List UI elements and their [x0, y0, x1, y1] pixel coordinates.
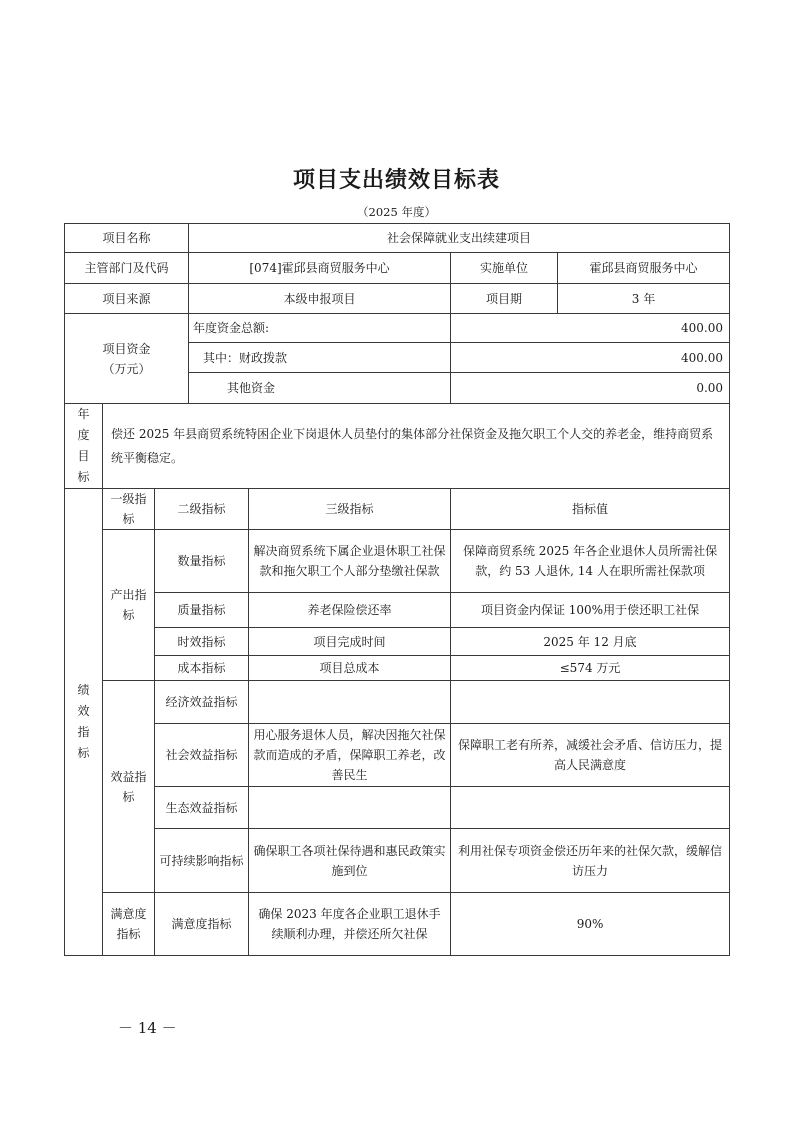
implementing-unit-value: 霍邱县商贸服务中心	[558, 253, 730, 284]
level2-cell: 时效指标	[155, 628, 249, 656]
indicator-value-cell: 保障商贸系统 2025 年各企业退休人员所需社保款，约 53 人退休, 14 人在职所需社保款项	[451, 530, 730, 593]
project-funds-label	[65, 314, 189, 404]
table-row	[65, 593, 730, 628]
table-row	[65, 724, 730, 787]
level2-cell: 可持续影响指标	[155, 829, 249, 893]
indicator-value-cell: 项目资金内保证 100%用于偿还职工社保	[451, 593, 730, 628]
annual-goal-row	[65, 404, 730, 489]
funds-total-label: 年度资金总额:	[189, 314, 451, 343]
funds-label-line1: 项目资金	[102, 341, 151, 356]
table-row	[65, 893, 730, 956]
indicator-value-cell	[451, 681, 730, 724]
table-row	[65, 829, 730, 893]
performance-label-char: 绩	[77, 683, 90, 697]
output-indicators-label: 产出指标	[103, 530, 155, 681]
performance-label-char: 标	[77, 746, 90, 760]
project-name-row	[65, 224, 730, 253]
header-value: 指标值	[451, 489, 730, 530]
funds-total-value: 400.00	[451, 314, 730, 343]
level2-cell: 经济效益指标	[155, 681, 249, 724]
page-number: － 14 －	[118, 1019, 177, 1037]
annual-goal-label-char: 度	[77, 428, 90, 442]
level3-cell: 项目完成时间	[249, 628, 451, 656]
indicator-value-cell: 保障职工老有所养，减缓社会矛盾、信访压力，提高人民满意度	[451, 724, 730, 787]
level2-cell: 满意度指标	[155, 893, 249, 956]
table-row	[65, 787, 730, 829]
indicator-header-row	[65, 489, 730, 530]
indicator-value-cell	[451, 787, 730, 829]
performance-target-table	[64, 223, 730, 956]
level2-cell: 数量指标	[155, 530, 249, 593]
funds-other-value: 0.00	[451, 373, 730, 404]
department-value: [074]霍邱县商贸服务中心	[189, 253, 451, 284]
level2-cell: 质量指标	[155, 593, 249, 628]
indicator-value-cell: ≤574 万元	[451, 656, 730, 681]
table-row	[65, 681, 730, 724]
department-label: 主管部门及代码	[65, 253, 189, 284]
funds-fiscal-label: 其中：财政拨款	[189, 343, 451, 373]
page-title: 项目支出绩效目标表	[292, 168, 500, 193]
performance-label-char: 指	[77, 725, 90, 739]
level2-cell: 成本指标	[155, 656, 249, 681]
level3-cell: 项目总成本	[249, 656, 451, 681]
level2-cell: 生态效益指标	[155, 787, 249, 829]
level2-cell: 社会效益指标	[155, 724, 249, 787]
annual-goal-label	[65, 404, 103, 489]
satisfaction-indicators-label: 满意度指标	[103, 893, 155, 956]
level3-cell: 用心服务退休人员，解决因拖欠社保款而造成的矛盾，保障职工养老，改善民生	[249, 724, 451, 787]
indicator-value-cell: 2025 年 12 月底	[451, 628, 730, 656]
annual-goal-label-char: 年	[77, 407, 90, 421]
project-name-value: 社会保障就业支出续建项目	[189, 224, 730, 253]
header-level1: 一级指标	[103, 489, 155, 530]
project-period-value: 3 年	[558, 284, 730, 314]
level3-cell: 确保职工各项社保待遇和惠民政策实施到位	[249, 829, 451, 893]
funds-label-line2: （万元）	[102, 361, 151, 376]
level3-cell: 解决商贸系统下属企业退休职工社保款和拖欠职工个人部分垫缴社保款	[249, 530, 451, 593]
indicator-value-cell: 90%	[451, 893, 730, 956]
level3-cell	[249, 787, 451, 829]
department-row	[65, 253, 730, 284]
level3-cell	[249, 681, 451, 724]
funds-row-total	[65, 314, 730, 343]
project-source-label: 项目来源	[65, 284, 189, 314]
funds-other-label: 其他资金	[189, 373, 451, 404]
header-level3: 三级指标	[249, 489, 451, 530]
benefit-indicators-label: 效益指标	[103, 681, 155, 893]
project-period-label: 项目期	[451, 284, 558, 314]
indicator-value-cell: 利用社保专项资金偿还历年来的社保欠款，缓解信访压力	[451, 829, 730, 893]
performance-label-char: 效	[77, 704, 90, 718]
fiscal-year-subtitle: （2025 年度）	[357, 205, 436, 219]
performance-indicators-label	[65, 489, 103, 956]
funds-fiscal-value: 400.00	[451, 343, 730, 373]
project-name-label: 项目名称	[65, 224, 189, 253]
annual-goal-text: 偿还 2025 年县商贸系统特困企业下岗退休人员垫付的集体部分社保资金及拖欠职工个人交的养老金，维持商贸系统平衡稳定。	[103, 404, 730, 489]
source-row	[65, 284, 730, 314]
header-level2: 二级指标	[155, 489, 249, 530]
table-row	[65, 656, 730, 681]
level3-cell: 养老保险偿还率	[249, 593, 451, 628]
annual-goal-label-char: 标	[77, 470, 90, 484]
table-row	[65, 628, 730, 656]
table-row	[65, 530, 730, 593]
implementing-unit-label: 实施单位	[451, 253, 558, 284]
annual-goal-label-char: 目	[77, 449, 90, 463]
project-source-value: 本级申报项目	[189, 284, 451, 314]
level3-cell: 确保 2023 年度各企业职工退休手续顺利办理，并偿还所欠社保	[249, 893, 451, 956]
